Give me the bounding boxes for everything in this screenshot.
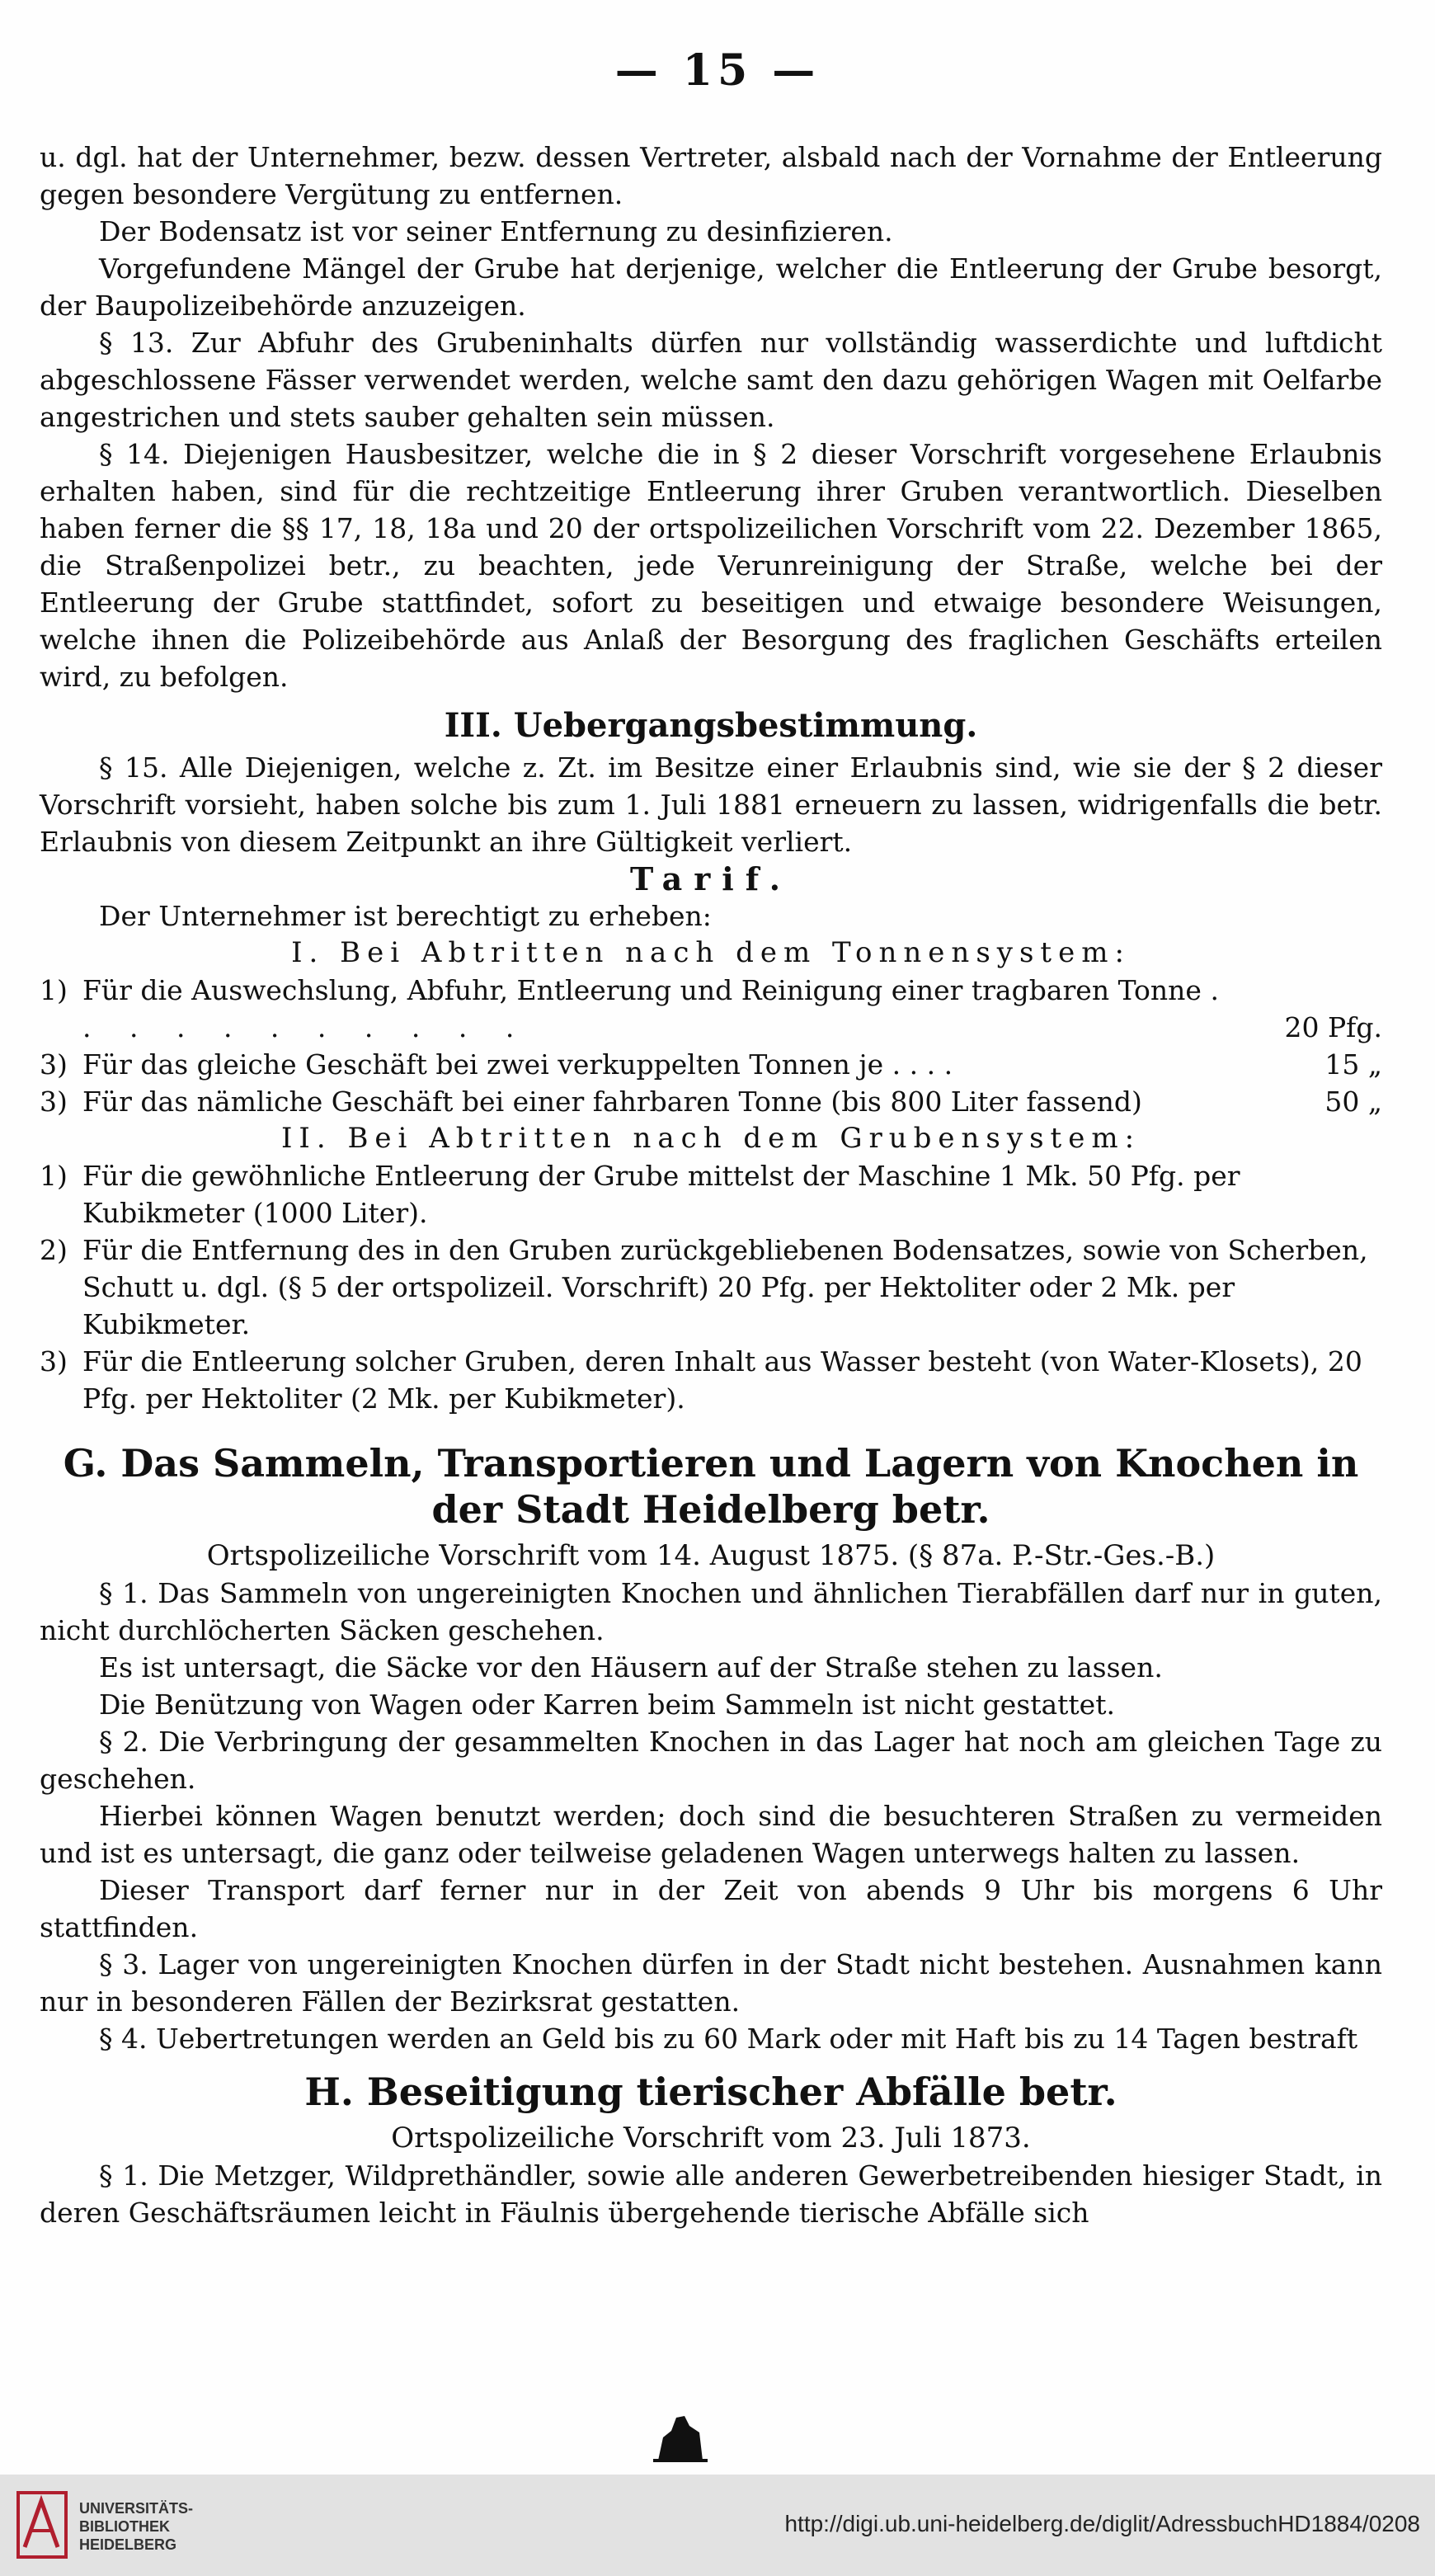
tarif-title: Tarif. [630, 860, 792, 897]
section-heading: H. Beseitigung tierischer Abfälle betr. [304, 2070, 1117, 2114]
paragraph: Es ist untersagt, die Säcke vor den Häusern auf der Straße stehen zu lassen. [99, 1651, 1163, 1684]
item-price: 50 „ [1324, 1085, 1382, 1118]
tarif-item [40, 972, 1382, 1046]
paragraph: Die Benützung von Wagen oder Karren beim Sammeln ist nicht gestattet. [99, 1688, 1115, 1721]
logo-text [79, 2499, 193, 2554]
tarif-item [40, 1231, 1382, 1343]
item-number: 3) [40, 1048, 68, 1081]
paragraph: § 4. Uebertretungen werden an Geld bis zu 60 Mark oder mit Haft bis zu 14 Tagen bestraft [99, 2023, 1358, 2055]
footer-bar [0, 2475, 1435, 2576]
paragraph: Hierbei können Wagen benutzt werden; doch sind die besuchteren Straßen zu vermeiden und ist es untersagt, die ganz oder teilweise geladenen Wagen unterwegs halten zu lassen. [40, 1800, 1382, 1869]
section-subtitle: Ortspolizeiliche Vorschrift vom 23. Juli 1873. [391, 2122, 1031, 2155]
paragraph: § 15. Alle Diejenigen, welche z. Zt. im Besitze einer Erlaubnis sind, wie sie der § 2 dieser Vorschrift vorsieht, haben solche bis zum 1. Juli 1881 erneuern zu lassen, widrigenfalls die betr. Erlaubnis von diesem Zeitpunkt an ihre Gültigkeit verliert. [40, 751, 1382, 858]
item-price: 20 Pfg. [1284, 1011, 1382, 1043]
logo-line: UNIVERSITÄTS- [79, 2500, 194, 2517]
university-logo-icon [15, 2489, 69, 2560]
paragraph: § 3. Lager von ungereinigten Knochen dürfen in der Stadt nicht bestehen. Ausnahmen kann nur in besonderen Fällen der Bezirksrat gestatten. [40, 1948, 1382, 2018]
item-number: 2) [40, 1234, 68, 1266]
item-number: 3) [40, 1345, 68, 1377]
body-text [40, 139, 1382, 2231]
paragraph: § 14. Diejenigen Hausbesitzer, welche die in § 2 dieser Vorschrift vorgesehene Erlaubnis erhalten haben, sind für die rechtzeitige Entleerung ihrer Gruben verantwortlich. Dieselben haben ferner die §§ 17, 18, 18a und 20 der ortspolizeilichen Vorschrift vom 22. Dezember 1865, die Straßenpolizei betr., zu beachten, jede Verunreinigung der Straße, welche bei der Entleerung der Grube stattfindet, sofort zu beseitigen und etwaige besondere Weisungen, welche ihnen die Polizeibehörde aus Anlaß der Besorgung des fraglichen Geschäfts erteilen wird, zu befolgen. [40, 438, 1382, 693]
paragraph: Vorgefundene Mängel der Grube hat derjenige, welcher die Entleerung der Grube besorgt, der Baupolizeibehörde anzuzeigen. [40, 252, 1382, 322]
item-text: Für das nämliche Geschäft bei einer fahrbaren Tonne (bis 800 Liter fassend) [82, 1085, 1142, 1118]
item-text: Für die Entfernung des in den Gruben zurückgebliebenen Bodensatzes, sowie von Scherben, Schutt u. dgl. (§ 5 der ortspolizeil. Vorschrift) 20 Pfg. per Hektoliter oder 2 Mk. per Kubikmeter. [82, 1234, 1368, 1340]
section-heading: III. Uebergangsbestimmung. [444, 706, 978, 745]
section-heading: G. Das Sammeln, Transportieren und Lagern von Knochen in der Stadt Heidelberg betr. [63, 1441, 1359, 1532]
printer-mark-icon [652, 2413, 709, 2464]
paragraph: u. dgl. hat der Unternehmer, bezw. dessen Vertreter, alsbald nach der Vornahme der Entleerung gegen besondere Vergütung zu entfernen. [40, 141, 1382, 210]
paragraph: § 13. Zur Abfuhr des Grubeninhalts dürfen nur vollständig wasserdichte und luftdicht abgeschlossene Fässer verwendet werden, welche samt den dazu gehörigen Wagen mit Oelfarbe angestrichen und stets sauber gehalten sein müssen. [40, 327, 1382, 433]
tarif-group-heading: II. Bei Abtritten nach dem Grubensystem: [280, 1122, 1141, 1155]
logo-line: HEIDELBERG [79, 2536, 177, 2553]
leader-dots: . . . . . . . . . . . [82, 974, 1234, 1043]
section-subtitle: Ortspolizeiliche Vorschrift vom 14. August 1875. (§ 87a. P.-Str.-Ges.-B.) [206, 1539, 1216, 1572]
tarif-item [40, 1046, 1382, 1083]
item-text: Für das gleiche Geschäft bei zwei verkuppelten Tonnen je . . . . [82, 1048, 953, 1081]
item-text: Für die gewöhnliche Entleerung der Grube mittelst der Maschine 1 Mk. 50 Pfg. per Kubikmeter (1000 Liter). [82, 1160, 1240, 1229]
paragraph: § 1. Die Metzger, Wildprethändler, sowie alle anderen Gewerbetreibenden hiesiger Stadt, in deren Geschäftsräumen leicht in Fäulnis übergehende tierische Abfälle sich [40, 2159, 1382, 2229]
tarif-group-heading: I. Bei Abtritten nach dem Tonnensystem: [291, 936, 1131, 969]
paragraph: § 1. Das Sammeln von ungereinigten Knochen und ähnlichen Tierabfällen darf nur in guten, nicht durchlöcherten Säcken geschehen. [40, 1577, 1382, 1646]
tarif-item [40, 1157, 1382, 1231]
logo-line: BIBLIOTHEK [79, 2518, 170, 2535]
item-price: 15 „ [1324, 1048, 1382, 1081]
item-number: 1) [40, 974, 68, 1006]
item-number: 1) [40, 1160, 68, 1192]
page-number: — 15 — [614, 45, 821, 96]
paragraph: § 2. Die Verbringung der gesammelten Knochen in das Lager hat noch am gleichen Tage zu geschehen. [40, 1726, 1382, 1795]
tarif-item [40, 1083, 1382, 1120]
paragraph: Der Bodensatz ist vor seiner Entfernung zu desinfizieren. [99, 215, 893, 247]
item-text: Für die Auswechslung, Abfuhr, Entleerung und Reinigung einer tragbaren Tonne [82, 974, 1202, 1006]
tarif-intro: Der Unternehmer ist berechtigt zu erheben: [99, 900, 712, 932]
tarif-item [40, 1343, 1382, 1417]
source-url-link[interactable]: http://digi.ub.uni-heidelberg.de/diglit/AdressbuchHD1884/0208 [784, 2511, 1420, 2536]
item-text: Für die Entleerung solcher Gruben, deren Inhalt aus Wasser besteht (von Water-Klosets), 20 Pfg. per Hektoliter (2 Mk. per Kubikmeter). [82, 1345, 1362, 1415]
item-number: 3) [40, 1085, 68, 1118]
paragraph: Dieser Transport darf ferner nur in der Zeit von abends 9 Uhr bis morgens 6 Uhr stattfinden. [40, 1874, 1382, 1943]
